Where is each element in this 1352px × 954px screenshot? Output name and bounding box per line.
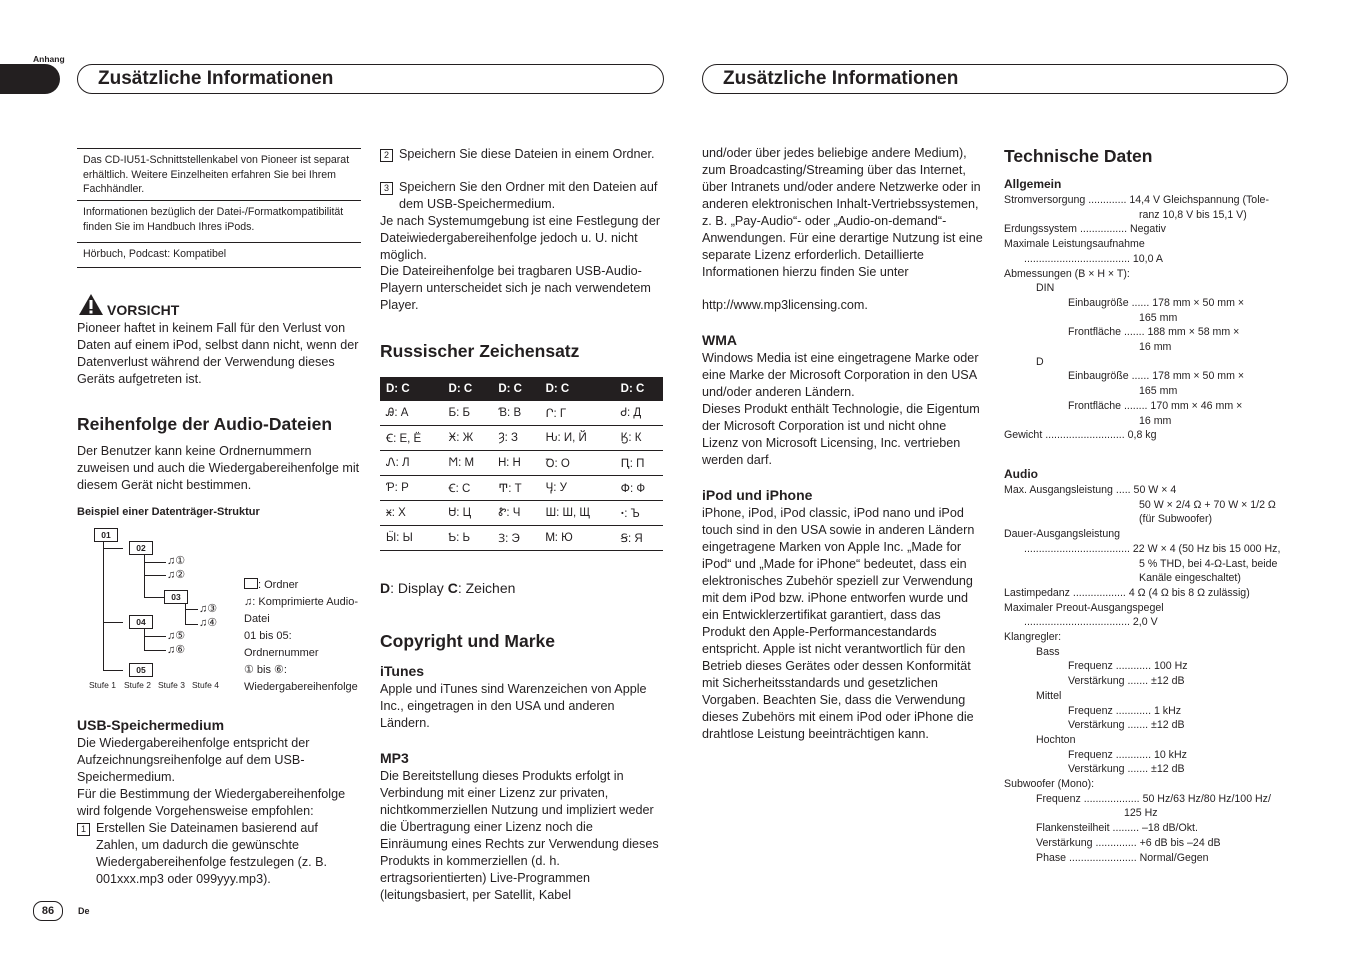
- spec-line: Stromversorgung ............. 14,4 V Gleichspannung (Tole-: [1004, 194, 1269, 206]
- file-4: ♫④: [199, 617, 218, 629]
- charset-cell: Ϻ: М: [443, 451, 493, 476]
- usb-text-2: Für die Bestimmung der Wiedergabereihenfolge wird folgende Vorgehensweise empfohlen:: [77, 787, 346, 818]
- folder-02: 02: [129, 541, 153, 555]
- wma-heading: WMA: [702, 332, 737, 348]
- charset-cell: Ԥ: П: [615, 451, 663, 476]
- ipod-info-table: [77, 148, 361, 268]
- spec-line: Erdungssystem ................ Negativ: [1004, 223, 1166, 236]
- spec-line: DIN: [1036, 282, 1055, 295]
- charset-cell: Ꮋ: Н: [492, 451, 539, 476]
- spec-line: 165 mm: [1139, 311, 1178, 324]
- charset-header-cell: D: C: [540, 377, 615, 401]
- level-3-label: Stufe 3: [158, 680, 185, 690]
- usb-text-1: Die Wiedergabereihenfolge entspricht der Aufzeichnungsreihenfolge auf dem USB-Speichermedium.: [77, 736, 310, 784]
- file-2: ♫②: [167, 569, 186, 581]
- spec-line: Verstärkung ....... ±12 dB: [1068, 763, 1185, 776]
- spec-line: Verstärkung ....... ±12 dB: [1068, 675, 1185, 688]
- section-tab: [0, 64, 60, 94]
- charset-cell: Ƥ: Р: [380, 476, 443, 501]
- spec-line: Frequenz ............ 100 Hz: [1068, 660, 1188, 673]
- folder-tree-diagram: [85, 524, 245, 694]
- charset-cell: Ꞓ: С: [443, 476, 493, 501]
- charset-cell: Ƅ: Ь: [443, 526, 493, 551]
- file-5: ♫⑤: [167, 630, 186, 642]
- step-1: 1 Erstellen Sie Dateinamen basierend auf Zahlen, um dadurch die gewünschte Wiedergabereihenfolge festzulegen (z. B. 001xxx.mp3 oder 099yyy.mp3).: [77, 820, 361, 888]
- charset-cell: Ɓ: В: [492, 401, 539, 426]
- step-3: 3 Speichern Sie den Ordner mit den Dateien auf dem USB-Speichermedium.: [380, 179, 663, 213]
- charset-table: [380, 377, 663, 551]
- spec-line: Verstärkung ....... ±12 dB: [1068, 719, 1185, 732]
- charset-legend: D: Display C: Zeichen: [380, 580, 516, 596]
- order-heading: Reihenfolge der Audio-Dateien: [77, 414, 333, 434]
- charset-cell: Ш: Ш, Щ: [540, 501, 615, 526]
- charset-row: [380, 476, 663, 501]
- spec-line: Mittel: [1036, 689, 1062, 702]
- table-row: Informationen bezüglich der Datei-/Formatkompatibilität finden Sie im Handbuch Ihres iPods.: [77, 201, 361, 243]
- spec-line: Abmessungen (B × H × T):: [1004, 267, 1130, 280]
- charset-cell: Ͳ: Т: [492, 476, 539, 501]
- step-2: 2 Speichern Sie diese Dateien in einem Ordner.: [380, 146, 663, 163]
- charset-cell: ꞏ: Ъ: [615, 501, 663, 526]
- spec-line: Lastimpedanz .................. 4 Ω (4 Ω bis 8 Ω zulässig): [1004, 586, 1250, 599]
- charset-cell: Ꮑ: Л: [380, 451, 443, 476]
- spec-line: (für Subwoofer): [1139, 513, 1213, 526]
- charset-cell: Ր: Г: [540, 401, 615, 426]
- example-title: Beispiel einer Datenträger-Struktur: [77, 506, 260, 518]
- ipod-text: iPhone, iPod, iPod classic, iPod nano und iPod touch sind in den USA sowie in anderen Ländern eingetragene Marken von Apple Inc. „Made for iPod“ und „Made for iPhone“ bedeutet, dass ein elektronisches Zubehör speziell zur Verwendung mit dem iPod bzw. iPhone entworfen wurde und ein Entwicklerzertifikat garantiert, dass das Produkt den Apple-Performancestandards entspricht. Apple ist nicht verantwortlich für den Betrieb dieses Gerätes oder dessen Konformität mit Sicherheitsstandards und gesetzlichen Vorgaben. Beachten Sie, dass die Verwendung dieses Zubehörs mit einem iPod oder iPhone die drahtlose Leistung beeinträchtigen kann.: [702, 506, 975, 741]
- mp3-heading: MP3: [380, 750, 409, 766]
- charset-cell: Ӄ: К: [615, 426, 663, 451]
- spec-line: Einbaugröße ...... 178 mm × 50 mm ×: [1068, 370, 1245, 383]
- folder-01: 01: [94, 528, 118, 542]
- tech-heading: Technische Daten: [1004, 146, 1153, 166]
- spec-line: 16 mm: [1139, 341, 1172, 354]
- folder-icon: [244, 578, 258, 589]
- spec-line: Maximaler Preout-Ausgangspegel: [1004, 601, 1164, 614]
- general-heading: Allgemein: [1004, 177, 1062, 191]
- folder-05: 05: [129, 663, 153, 677]
- spec-line: Kanäle eingeschaltet): [1139, 572, 1241, 585]
- step-number-icon: 2: [380, 149, 393, 162]
- page-title-left: Zusätzliche Informationen: [98, 68, 334, 89]
- caution-title: VORSICHT: [107, 302, 180, 318]
- charset-cell: Ƃ: Б: [443, 401, 493, 426]
- system-text: Je nach Systemumgebung ist eine Festlegung der Dateiwiedergabereihenfolge jedoch u. U. nicht möglich.: [380, 214, 661, 262]
- spec-line: Max. Ausgangsleistung ..... 50 W × 4: [1004, 484, 1177, 496]
- charset-cell: Ӹ: Ы: [380, 526, 443, 551]
- spec-line: Frequenz ............ 1 kHz: [1068, 704, 1182, 717]
- charset-cell: Ꮡ: Ч: [492, 501, 539, 526]
- audio-heading: Audio: [1004, 467, 1038, 481]
- spec-line: Frontfläche ....... 188 mm × 58 mm ×: [1068, 326, 1240, 339]
- folder-04: 04: [129, 615, 153, 629]
- step-number-icon: 3: [380, 182, 393, 195]
- level-2-label: Stufe 2: [124, 680, 151, 690]
- charset-row: [380, 426, 663, 451]
- file-3: ♫③: [199, 603, 218, 615]
- charset-cell: Ꮜ: Ц: [443, 501, 493, 526]
- page-title-right: Zusätzliche Informationen: [723, 68, 959, 89]
- charset-row: [380, 401, 663, 426]
- charset-cell: Ӌ: У: [540, 476, 615, 501]
- ipod-heading: iPod und iPhone: [702, 487, 813, 503]
- charset-cell: Ꞩ: Я: [615, 526, 663, 551]
- tree-legend: : Ordner ♫: Komprimierte Audio-Datei 01 bis 05: Ordnernummer ① bis ⑥: Wiedergabereihenfolge: [244, 579, 359, 693]
- spec-line: Hochton: [1036, 733, 1076, 746]
- page-number: 86: [33, 901, 63, 921]
- spec-line: Maximale Leistungsaufnahme: [1004, 238, 1145, 251]
- russian-heading: Russischer Zeichensatz: [380, 341, 580, 361]
- caution-text: Pioneer haftet in keinem Fall für den Verlust von Daten auf einem iPod, selbst dann nicht, wenn der Datenverlust während der Verwendung dieses Geräts aufgetreten ist.: [77, 321, 359, 386]
- itunes-text: Apple und iTunes sind Warenzeichen von Apple Inc., eingetragen in den USA und anderen Ländern.: [380, 682, 647, 730]
- spec-line: Dauer-Ausgangsleistung: [1004, 528, 1121, 541]
- spec-line: Bass: [1036, 645, 1060, 658]
- charset-row: [380, 501, 663, 526]
- mp3-text: Die Bereitstellung dieses Produkts erfolgt in Verbindung mit einer Lizenz zur privaten, nichtkommerziellen Nutzung und impliziert weder die Übertragung einer Lizenz noch die Einräumung eines Rechts zur Verwendung dieses Produkts in kommerziellen (d. h. ertragsorientierten) Live-Programmen (leitungsbasiert, per Satellit, Kabel: [380, 769, 659, 902]
- copyright-heading: Copyright und Marke: [380, 631, 556, 651]
- step-number-icon: 1: [77, 823, 90, 836]
- spec-line: Flankensteilheit ......... –18 dB/Okt.: [1036, 822, 1198, 835]
- spec-line: 50 W × 2/4 Ω + 70 W × 1/2 Ω: [1139, 498, 1276, 511]
- charset-cell: Ꝺ: О: [540, 451, 615, 476]
- header-bar-left: [77, 64, 664, 94]
- header-bar-right: [702, 64, 1288, 94]
- spec-line: Phase ....................... Normal/Gegen: [1036, 851, 1209, 864]
- usb-heading: USB-Speichermedium: [77, 717, 225, 733]
- charset-header-row: [380, 377, 663, 401]
- charset-cell: Ȝ: З: [492, 426, 539, 451]
- spec-line: 16 mm: [1139, 414, 1172, 427]
- spec-line: Frequenz ............ 10 kHz: [1068, 748, 1187, 761]
- file-6: ♫⑥: [167, 644, 186, 656]
- charset-cell: Ӿ: Ж: [443, 426, 493, 451]
- player-text: Die Dateireihenfolge bei tragbaren USB-Audio-Playern unterscheidet sich je nach verwendetem Player.: [380, 264, 651, 312]
- table-row: Das CD-IU51-Schnittstellenkabel von Pioneer ist separat erhältlich. Weitere Einzelheiten erfahren Sie bei Ihrem Fachhändler.: [77, 149, 361, 201]
- charset-row: [380, 451, 663, 476]
- file-1: ♫①: [167, 555, 186, 567]
- spec-line: 125 Hz: [1124, 807, 1158, 820]
- order-text: Der Benutzer kann keine Ordnernummern zuweisen und auch die Wiedergabereihenfolge mit diesem Gerät nicht bestimmen.: [77, 444, 360, 492]
- spec-line: ranz 10,8 V bis 15,1 V): [1139, 208, 1247, 221]
- charset-header-cell: D: C: [492, 377, 539, 401]
- charset-header-cell: D: C: [615, 377, 663, 401]
- warning-icon: [78, 293, 104, 316]
- spec-line: Verstärkung .............. +6 dB bis –24 dB: [1036, 836, 1221, 849]
- table-row: Hörbuch, Podcast: Kompatibel: [77, 243, 361, 268]
- spec-line: 5 % THD, bei 4-Ω-Last, beide: [1139, 557, 1278, 570]
- wma-text-2: Dieses Produkt enthält Technologie, die Eigentum der Microsoft Corporation ist und nicht ohne Lizenz von Microsoft Licensing, Inc. vertrieben werden darf.: [702, 402, 980, 467]
- charset-row: [380, 526, 663, 551]
- itunes-heading: iTunes: [380, 663, 425, 679]
- spec-line: .................................... 10,0 A: [1024, 252, 1163, 265]
- spec-line: Gewicht ........................... 0,8 kg: [1004, 429, 1157, 442]
- charset-cell: Ԋ: И, Й: [540, 426, 615, 451]
- spec-line: Subwoofer (Mono):: [1004, 778, 1095, 791]
- spec-line: 165 mm: [1139, 385, 1178, 398]
- folder-03: 03: [164, 590, 188, 604]
- mp3-url: http://www.mp3licensing.com.: [702, 298, 868, 312]
- spec-line: Frequenz ................... 50 Hz/63 Hz/80 Hz/100 Hz/: [1036, 792, 1271, 805]
- spec-line: .................................... 2,0 V: [1024, 616, 1158, 629]
- charset-cell: ӿ: Х: [380, 501, 443, 526]
- music-note-icon: ♫: [244, 596, 253, 608]
- charset-cell: Ꮷ: Д: [615, 401, 663, 426]
- charset-cell: Ɜ: Э: [492, 526, 539, 551]
- mp3-text-cont: und/oder über jedes beliebige andere Medium), zum Broadcasting/Streaming über das Internet, über Intranets und/oder andere Netzwerke oder in anderen elektronischen Inhalt-Vertriebssystemen, z. B. „Pay-Audio“- oder „Audio-on-demand“-Anwendungen. Für eine derartige Nutzung ist eine separate Lizenz erforderlich. Detaillierte Informationen hierzu finden Sie unter: [702, 146, 983, 279]
- wma-text-1: Windows Media ist eine eingetragene Marke oder eine Marke der Microsoft Corporation in den USA und/oder anderen Ländern.: [702, 351, 979, 399]
- section-label: Anhang: [33, 54, 65, 64]
- level-4-label: Stufe 4: [192, 680, 219, 690]
- general-spec-list: [1004, 193, 1294, 443]
- charset-cell: Ꭿ: А: [380, 401, 443, 426]
- spec-line: Frontfläche ........ 170 mm × 46 mm ×: [1068, 399, 1243, 412]
- charset-header-cell: D: C: [380, 377, 443, 401]
- spec-line: .................................... 22 W × 4 (50 Hz bis 15 000 Hz,: [1024, 542, 1281, 555]
- charset-cell: Ꮇ: Ю: [540, 526, 615, 551]
- footer-lang: De: [78, 906, 90, 916]
- spec-line: Klangregler:: [1004, 631, 1062, 644]
- level-1-label: Stufe 1: [89, 680, 116, 690]
- spec-line: Einbaugröße ...... 178 mm × 50 mm ×: [1068, 296, 1245, 309]
- spec-line: D: [1036, 355, 1044, 368]
- charset-cell: Փ: Ф: [615, 476, 663, 501]
- charset-cell: Ꞓ: Е, Ё: [380, 426, 443, 451]
- audio-spec-list: [1004, 483, 1294, 865]
- charset-header-cell: D: C: [443, 377, 493, 401]
